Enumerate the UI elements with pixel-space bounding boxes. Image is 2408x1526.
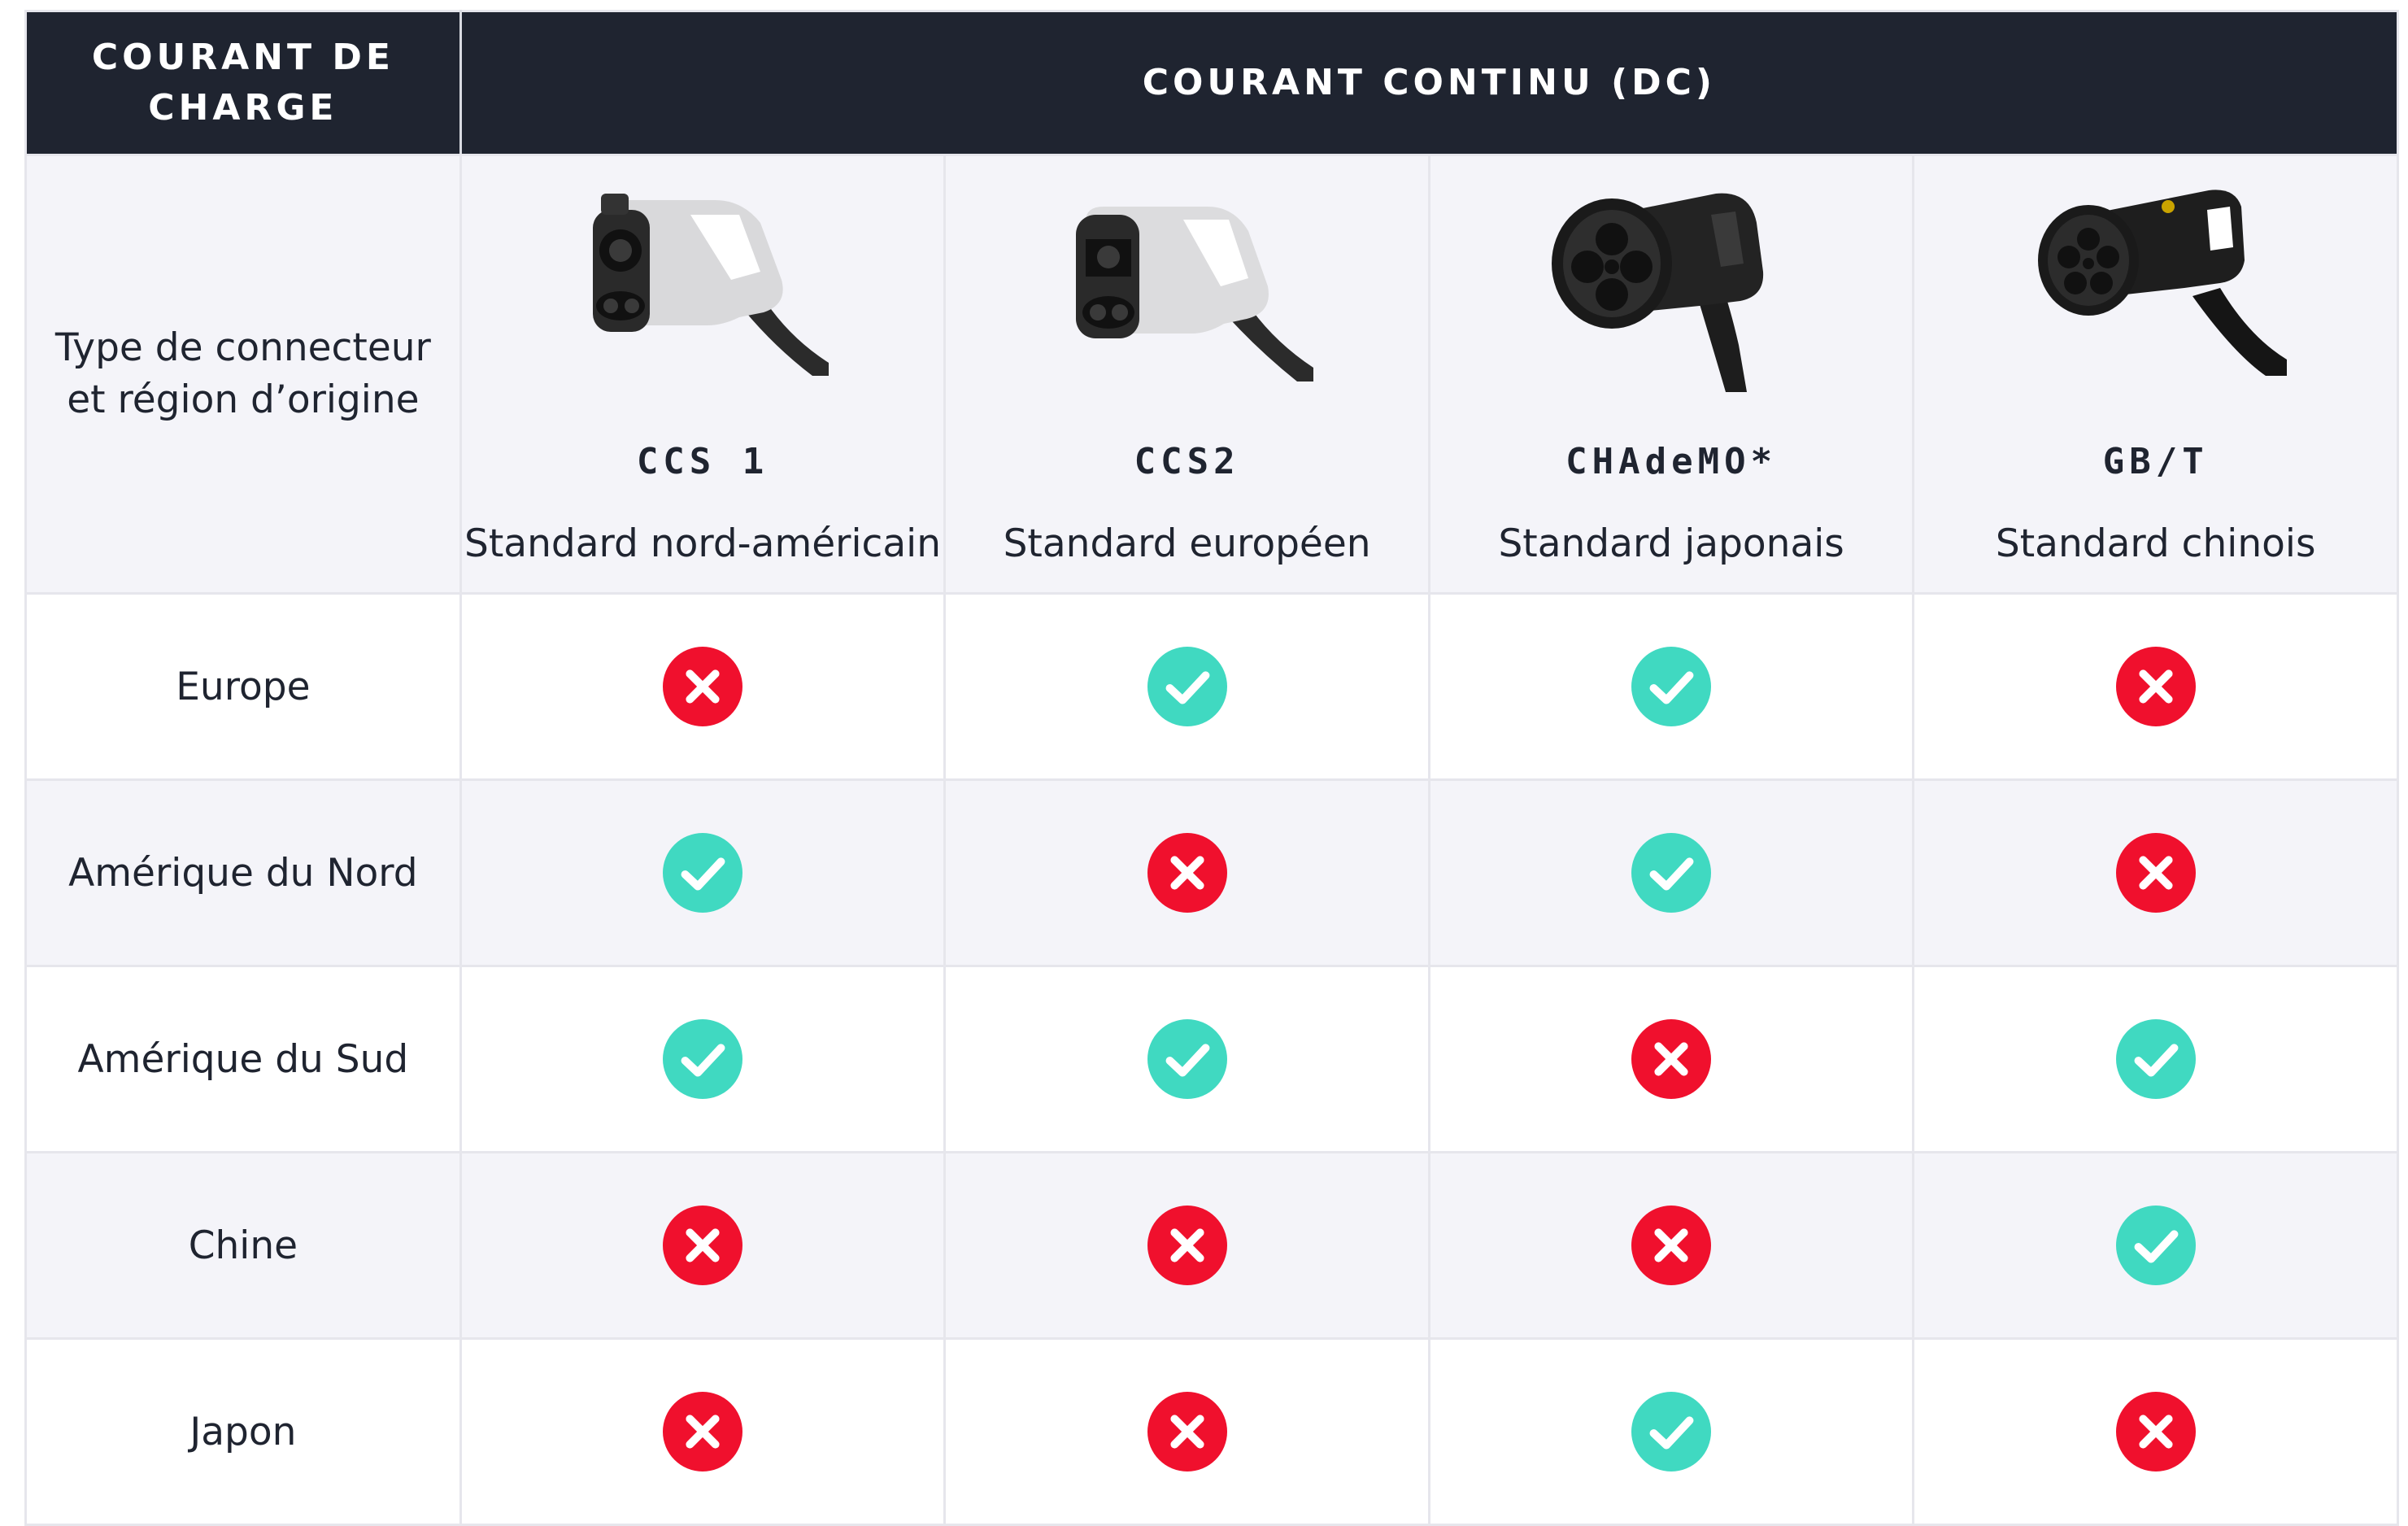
support-cell bbox=[460, 1339, 945, 1525]
support-cell bbox=[945, 594, 1430, 780]
check-circle-icon bbox=[1147, 1019, 1227, 1099]
support-cell bbox=[945, 1153, 1430, 1339]
ccs2-connector-image bbox=[1053, 182, 1322, 402]
group-header: COURANT CONTINU (DC) bbox=[460, 11, 2397, 155]
support-cell bbox=[460, 1153, 945, 1339]
header-row bbox=[26, 11, 2398, 155]
cross-circle-icon bbox=[2116, 647, 2196, 726]
region-label: Amérique du Sud bbox=[26, 966, 461, 1153]
check-circle-icon bbox=[1631, 833, 1711, 913]
support-cell bbox=[945, 780, 1430, 966]
cross-circle-icon bbox=[663, 647, 742, 726]
connector-cell-gbt bbox=[1914, 155, 2398, 594]
support-cell bbox=[460, 594, 945, 780]
region-label: Japon bbox=[26, 1339, 461, 1525]
connector-name: CCS 1 bbox=[636, 441, 769, 482]
connector-standard: Standard nord-américain bbox=[464, 521, 942, 566]
cross-circle-icon bbox=[663, 1206, 742, 1285]
check-circle-icon bbox=[2116, 1019, 2196, 1099]
check-circle-icon bbox=[663, 1019, 742, 1099]
corner-header-line2: CHARGE bbox=[148, 87, 338, 129]
check-circle-icon bbox=[1631, 1392, 1711, 1472]
cross-circle-icon bbox=[1631, 1206, 1711, 1285]
support-cell bbox=[1429, 966, 1914, 1153]
cross-circle-icon bbox=[1147, 1206, 1227, 1285]
region-row bbox=[26, 1339, 2398, 1525]
ccs1-connector-image bbox=[568, 182, 837, 402]
support-cell bbox=[1914, 780, 2398, 966]
connector-standard: Standard chinois bbox=[1995, 521, 2316, 566]
cross-circle-icon bbox=[1147, 1392, 1227, 1472]
check-circle-icon bbox=[1631, 647, 1711, 726]
gbt-connector-image bbox=[2022, 182, 2290, 402]
cross-circle-icon bbox=[1631, 1019, 1711, 1099]
support-cell bbox=[1914, 1339, 2398, 1525]
corner-header-line1: COURANT DE bbox=[91, 37, 394, 78]
support-cell bbox=[1429, 594, 1914, 780]
support-cell bbox=[1914, 1153, 2398, 1339]
check-circle-icon bbox=[663, 833, 742, 913]
support-cell bbox=[1429, 780, 1914, 966]
support-cell bbox=[1914, 594, 2398, 780]
region-label: Chine bbox=[26, 1153, 461, 1339]
corner-header bbox=[26, 11, 461, 155]
cross-circle-icon bbox=[2116, 1392, 2196, 1472]
support-cell bbox=[1429, 1153, 1914, 1339]
connector-standard: Standard européen bbox=[1003, 521, 1371, 566]
region-row bbox=[26, 1153, 2398, 1339]
cross-circle-icon bbox=[2116, 833, 2196, 913]
connector-row-label-line1: Type de connecteur bbox=[54, 325, 431, 370]
cross-circle-icon bbox=[663, 1392, 742, 1472]
region-row bbox=[26, 966, 2398, 1153]
connector-row-label bbox=[26, 155, 461, 594]
region-label: Amérique du Nord bbox=[26, 780, 461, 966]
compatibility-table bbox=[24, 10, 2399, 1526]
connector-name: CCS2 bbox=[1134, 441, 1240, 482]
cross-circle-icon bbox=[1147, 833, 1227, 913]
connector-name: GB/T bbox=[2102, 441, 2209, 482]
check-circle-icon bbox=[2116, 1206, 2196, 1285]
region-row bbox=[26, 780, 2398, 966]
connector-standard: Standard japonais bbox=[1498, 521, 1844, 566]
connector-name: CHAdeMO* bbox=[1565, 441, 1778, 482]
support-cell bbox=[945, 966, 1430, 1153]
check-circle-icon bbox=[1147, 647, 1227, 726]
support-cell bbox=[1429, 1339, 1914, 1525]
region-label: Europe bbox=[26, 594, 461, 780]
connector-cell-ccs2 bbox=[945, 155, 1430, 594]
region-row bbox=[26, 594, 2398, 780]
compatibility-table-frame bbox=[24, 10, 2399, 1516]
region-rows bbox=[26, 594, 2398, 1525]
connector-cell-ccs1 bbox=[460, 155, 945, 594]
chademo-connector-image bbox=[1537, 182, 1805, 402]
connector-cell-chademo bbox=[1429, 155, 1914, 594]
connector-row-label-line2: et région d’origine bbox=[67, 377, 420, 422]
connector-row bbox=[26, 155, 2398, 594]
support-cell bbox=[1914, 966, 2398, 1153]
support-cell bbox=[460, 780, 945, 966]
support-cell bbox=[945, 1339, 1430, 1525]
support-cell bbox=[460, 966, 945, 1153]
